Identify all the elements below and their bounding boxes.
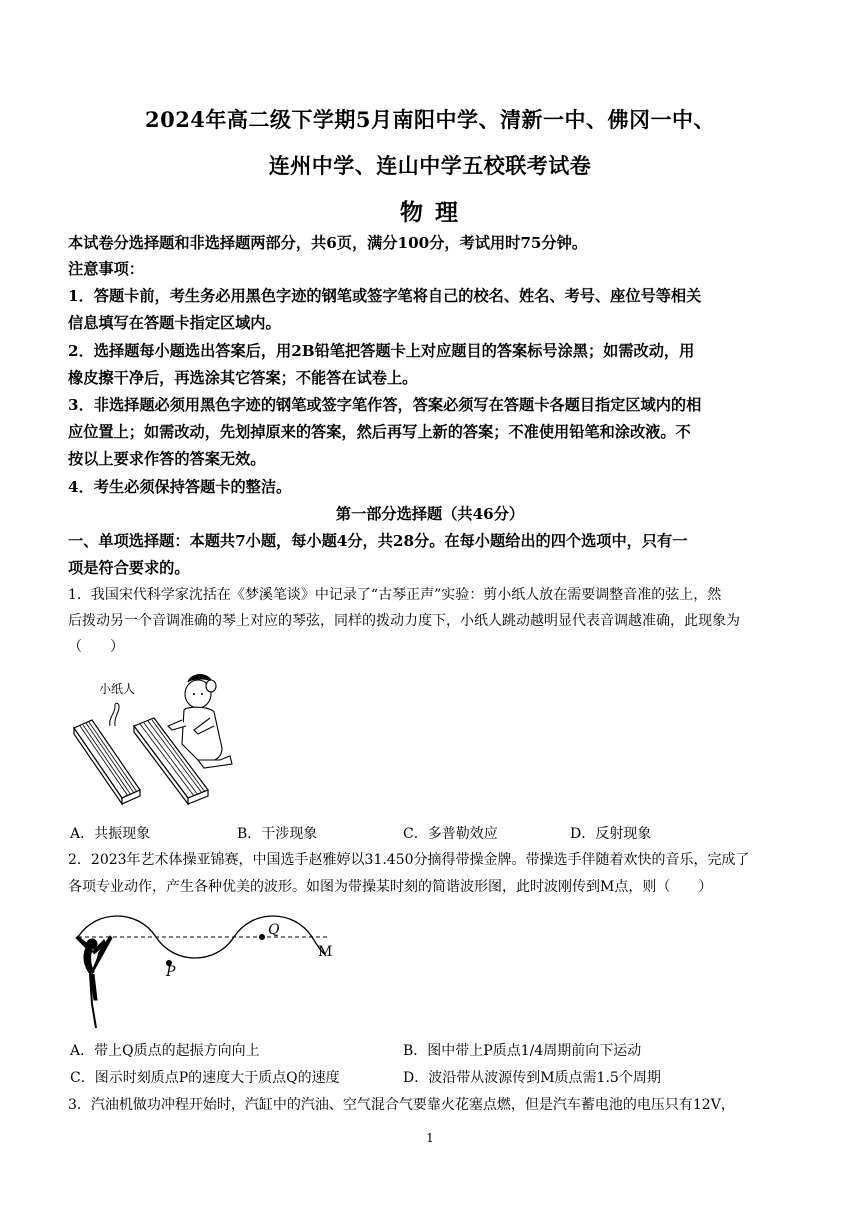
notice-line: 按以上要求作答的答案无效。 — [68, 450, 266, 468]
q2-text: 2．2023年艺术体操亚锦赛，中国选手赵雅婷以31.450分摘得带操金牌。带操选手伴随着欢快的音乐，完成了 — [68, 852, 750, 868]
q2-option-c[interactable]: C．图示时刻质点P的速度大于质点Q的速度 — [70, 1070, 340, 1086]
q3-text: 3．汽油机做功冲程开始时，汽缸中的汽油、空气混合气要靠火花塞点燃，但是汽车蓄电池的电压只有12V， — [68, 1097, 735, 1113]
subject-heading: 物 理 — [399, 199, 460, 226]
q1-text: 1．我国宋代科学家沈括在《梦溪笔谈》中记录了“古琴正声”实验：剪小纸人放在需要调整音准的弦上，然 — [68, 587, 722, 603]
paper-figure-label: 小纸人 — [99, 682, 136, 696]
q2-option-b[interactable]: B．图中带上P质点1/4周期前向下运动 — [403, 1043, 642, 1059]
section1-instruction: 一、单项选择题：本题共7小题，每小题4分，共28分。在每小题给出的四个选项中，只有一 — [68, 532, 688, 550]
notice-line: 2．选择题每小题选出答案后，用2B铅笔把答题卡上对应题目的答案标号涂黑；如需改动，用 — [68, 342, 695, 360]
page-number: 1 — [426, 1131, 434, 1145]
point-q-label: Q — [268, 922, 280, 938]
notice-line: 信息填写在答题卡指定区域内。 — [68, 314, 281, 332]
q2-text: 各项专业动作，产生各种优美的波形。如图为带操某时刻的简谐波形图，此时波刚传到M点，则（ ） — [68, 879, 713, 895]
notice-heading: 注意事项： — [68, 260, 144, 278]
ribbon-wave-figure — [68, 904, 348, 1034]
point-p-label: P — [166, 964, 176, 980]
notice-line: 3．非选择题必须用黑色字迹的钢笔或签字笔作答，答案必须写在答题卡各题目指定区域内的相 — [68, 396, 702, 414]
q2-option-d[interactable]: D．波沿带从波源传到M质点需1.5个周期 — [403, 1070, 661, 1086]
q2-option-a[interactable]: A．带上Q质点的起振方向向上 — [70, 1043, 260, 1059]
notice-line: 橡皮擦干净后，再选涂其它答案；不能答在试卷上。 — [68, 369, 418, 387]
guqin-figure — [70, 668, 240, 808]
part1-heading: 第一部分选择题（共46分） — [335, 505, 525, 523]
q1-text: （ ） — [68, 639, 124, 655]
exam-title-line1: 2024年高二级下学期5月南阳中学、清新一中、佛冈一中、 — [144, 107, 716, 132]
q1-text: 后拨动另一个音调准确的琴上对应的琴弦，同样的拨动力度下，小纸人跳动越明显代表音调越准确，此现象为 — [68, 613, 740, 629]
q1-option-a[interactable]: A．共振现象 — [70, 826, 151, 842]
q1-option-c[interactable]: C．多普勒效应 — [403, 826, 498, 842]
q1-option-b[interactable]: B．干涉现象 — [237, 826, 318, 842]
notice-line: 4．考生必须保持答题卡的整洁。 — [68, 478, 292, 496]
point-m-label: M — [318, 944, 333, 960]
q1-option-d[interactable]: D．反射现象 — [570, 826, 652, 842]
notice-line: 1．答题卡前，考生务必用黑色字迹的钢笔或签字笔将自己的校名、姓名、考号、座位号等相关 — [68, 287, 702, 305]
intro-text: 本试卷分选择题和非选择题两部分，共6页，满分100分，考试用时75分钟。 — [68, 234, 588, 252]
notice-line: 应位置上；如需改动，先划掉原来的答案，然后再写上新的答案；不准使用铅笔和涂改液。不 — [68, 423, 691, 441]
exam-title-line2: 连州中学、连山中学五校联考试卷 — [268, 153, 592, 178]
section1-instruction: 项是符合要求的。 — [68, 559, 190, 577]
